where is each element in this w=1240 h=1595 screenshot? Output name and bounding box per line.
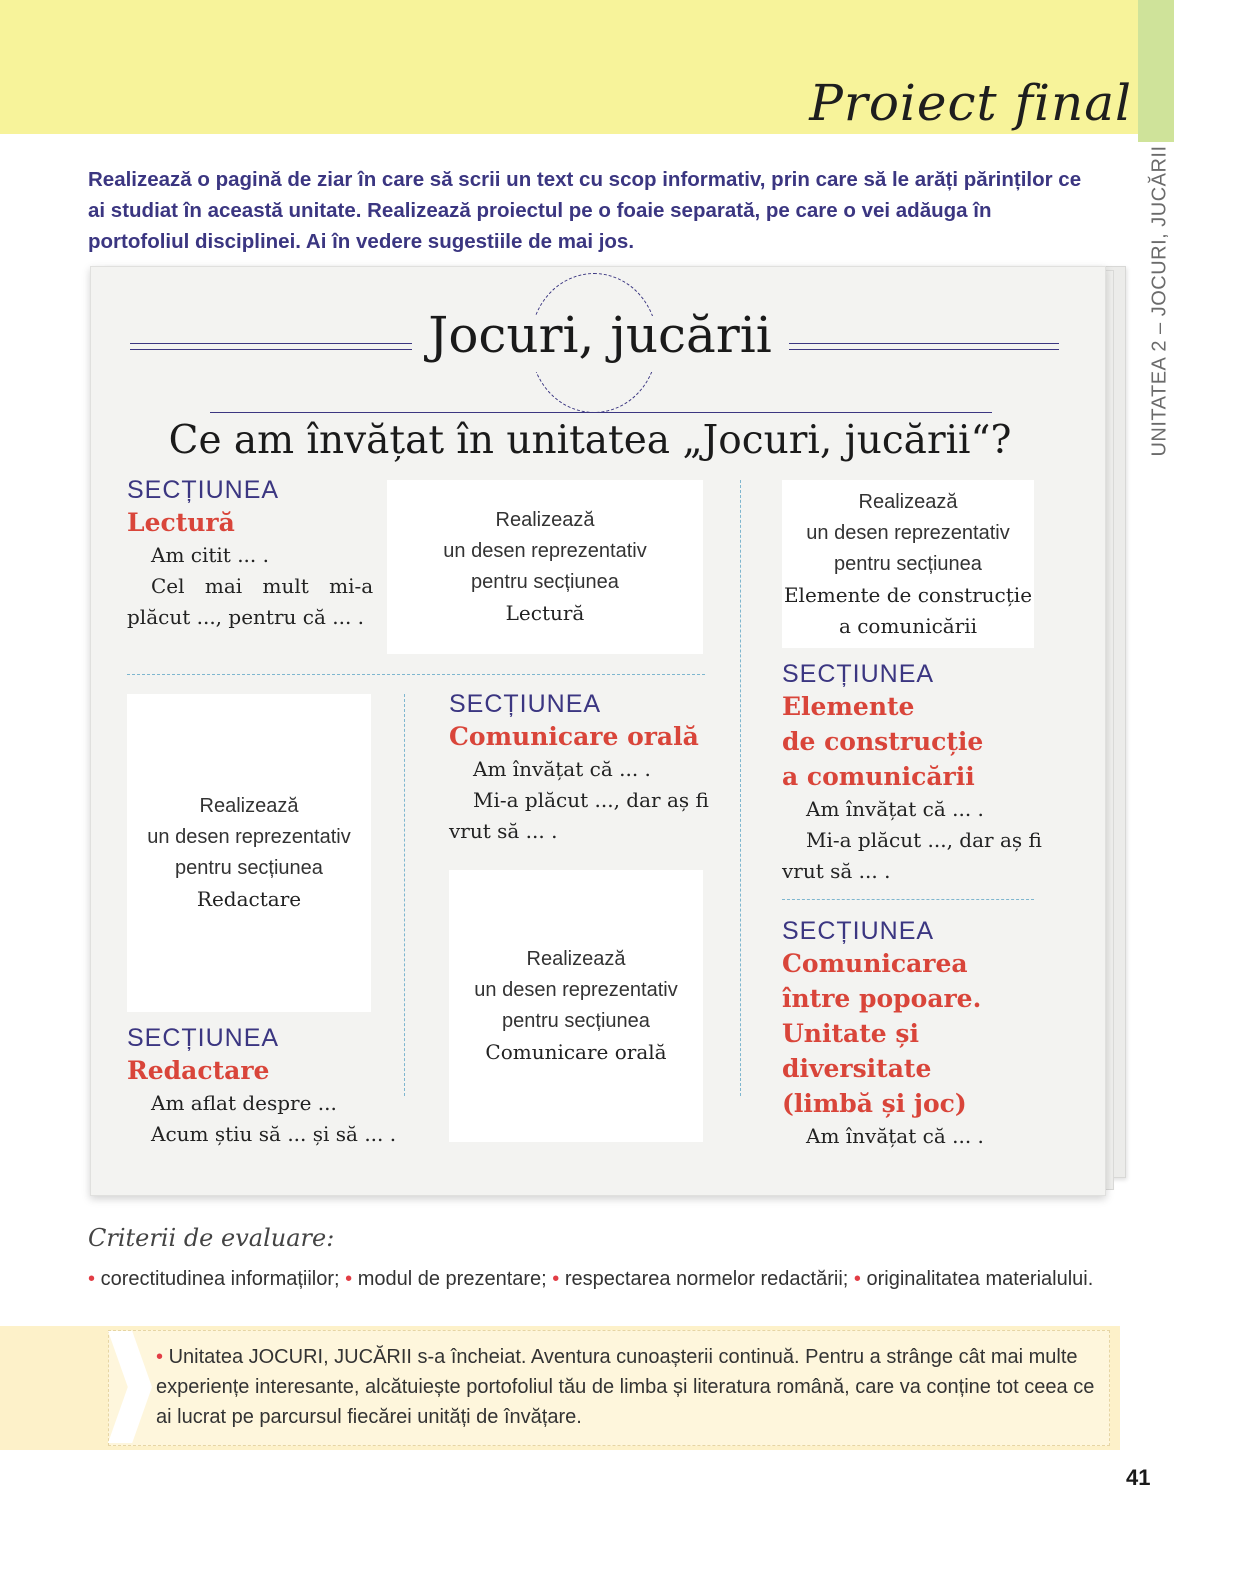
drawing-box-redactare <box>127 694 371 1012</box>
section-line: vrut să ... . <box>782 859 891 883</box>
section-line: Am învățat că ... . <box>806 797 984 821</box>
section-title-line: Elemente <box>782 692 915 721</box>
section-comunicarea-intre-popoare <box>782 917 1062 1152</box>
section-title: Comunicare orală <box>449 722 699 751</box>
note-body: Unitatea JOCURI, JUCĂRII s-a încheiat. Aventura cunoașterii continuă. Pentru a strânge cât mai multe experiențe interesante, alcătuiește portofoliul tău de limba și literatura română, care va conține tot ceea ce ai lucrat pe parcursul fiecărei unități de învățare. <box>156 1346 1095 1428</box>
newspaper-masthead: Jocuri, jucării <box>428 306 772 364</box>
section-title-line: diversitate <box>782 1054 932 1083</box>
dashed-divider <box>127 674 705 675</box>
criteria-item: corectitudinea informațiilor; <box>100 1268 340 1290</box>
section-body <box>127 1088 397 1150</box>
criteria-item: originalitatea materialului. <box>866 1268 1094 1290</box>
section-title-line: Comunicarea <box>782 949 968 978</box>
section-line: Mi-a plăcut ..., dar aș fi <box>806 828 1042 852</box>
drawing-box-line: Realizează <box>199 795 299 817</box>
note-text <box>156 1342 1096 1432</box>
drawing-box-line: pentru secțiunea <box>175 857 323 879</box>
dashed-divider <box>782 899 1034 900</box>
section-line: Am învățat că ... . <box>806 1124 984 1148</box>
section-title-line: a comunicării <box>782 762 975 791</box>
section-line: Acum știu să ... și să ... . <box>151 1122 397 1146</box>
section-line: Mi-a plăcut ..., dar aș fi <box>473 788 709 812</box>
drawing-box-line: pentru secțiunea <box>471 571 619 593</box>
section-line: Am învățat că ... . <box>473 757 651 781</box>
section-title: Lectură <box>127 508 235 537</box>
drawing-box-section: Comunicare orală <box>485 1040 667 1064</box>
criteria-list <box>88 1268 1093 1291</box>
section-label: SECȚIUNEA <box>127 476 280 504</box>
section-comunicare-orala <box>449 690 719 847</box>
section-label: SECȚIUNEA <box>449 690 602 718</box>
section-line: plăcut ..., pentru că ... . <box>127 605 365 629</box>
masthead-rule-left <box>130 343 412 350</box>
subtitle-rule <box>210 412 992 413</box>
drawing-box-line: Realizează <box>495 509 595 531</box>
criteria-title: Criterii de evaluare: <box>88 1224 335 1252</box>
masthead-rule-right <box>789 343 1059 350</box>
criteria-item: respectarea normelor redactării; <box>564 1268 849 1290</box>
drawing-box-line: pentru secțiunea <box>834 552 982 575</box>
section-line: vrut să ... . <box>449 819 558 843</box>
drawing-box-line: un desen reprezentativ <box>806 521 1010 544</box>
drawing-box-line: Realizează <box>526 948 626 970</box>
section-label: SECȚIUNEA <box>782 660 935 688</box>
section-body <box>127 540 377 633</box>
section-elemente <box>782 660 1052 887</box>
side-color-bar <box>1138 0 1174 142</box>
section-line: Am citit ... . <box>151 543 269 567</box>
bullet-icon: • <box>156 1346 164 1368</box>
drawing-box-line: un desen reprezentativ <box>474 979 678 1001</box>
drawing-box-comunicare-orala <box>449 870 703 1142</box>
section-body <box>449 754 719 847</box>
section-title-line: Unitate și <box>782 1019 919 1048</box>
bullet-icon: • <box>853 1268 861 1290</box>
unit-side-label <box>1142 145 1178 457</box>
newspaper-subtitle: Ce am învățat în unitatea „Jocuri, jucării“? <box>168 418 1012 463</box>
bullet-icon: • <box>552 1268 560 1290</box>
section-title: Redactare <box>127 1056 270 1085</box>
intro-instructions: Realizează o pagină de ziar în care să scrii un text cu scop informativ, prin care să le arăți părinților ce ai studiat în această unitate. Realizează proiectul pe o foaie separată, pe care o vei adăuga în portofoliul disciplinei. Ai în vedere sugestiile de mai jos. <box>88 168 1082 253</box>
bullet-icon: • <box>88 1268 96 1290</box>
page-number: 41 <box>1126 1465 1151 1490</box>
drawing-box-section: Lectură <box>505 601 585 625</box>
section-title-line: între popoare. <box>782 984 982 1013</box>
dashed-divider <box>404 694 405 1096</box>
section-title-line: de construcție <box>782 727 984 756</box>
criteria-item: modul de prezentare; <box>357 1268 547 1290</box>
drawing-box-line: un desen reprezentativ <box>443 540 647 562</box>
section-title-line: (limbă și joc) <box>782 1089 967 1118</box>
section-body <box>782 794 1052 887</box>
drawing-box-line: pentru secțiunea <box>502 1010 650 1032</box>
dashed-divider <box>740 480 741 1096</box>
bullet-icon: • <box>345 1268 353 1290</box>
drawing-box-section: Redactare <box>196 887 302 911</box>
section-lectura <box>127 476 377 633</box>
section-body <box>782 1121 1062 1152</box>
drawing-box-section: Elemente de construcție <box>783 582 1033 607</box>
drawing-box-line: Realizează <box>858 490 958 513</box>
section-label: SECȚIUNEA <box>782 917 935 945</box>
drawing-box-elemente <box>782 480 1034 648</box>
page-title: Proiect final <box>809 74 1132 132</box>
section-line: Cel mai mult mi-a <box>151 574 374 598</box>
section-line: Am aflat despre ... <box>151 1091 337 1115</box>
drawing-box-line: un desen reprezentativ <box>147 826 351 848</box>
unit-side-label-text: UNITATEA 2 – JOCURI, JUCĂRII <box>1148 145 1171 457</box>
drawing-box-lectura <box>387 480 703 654</box>
section-redactare <box>127 1024 397 1150</box>
section-label: SECȚIUNEA <box>127 1024 280 1052</box>
drawing-box-section: a comunicării <box>838 613 978 638</box>
